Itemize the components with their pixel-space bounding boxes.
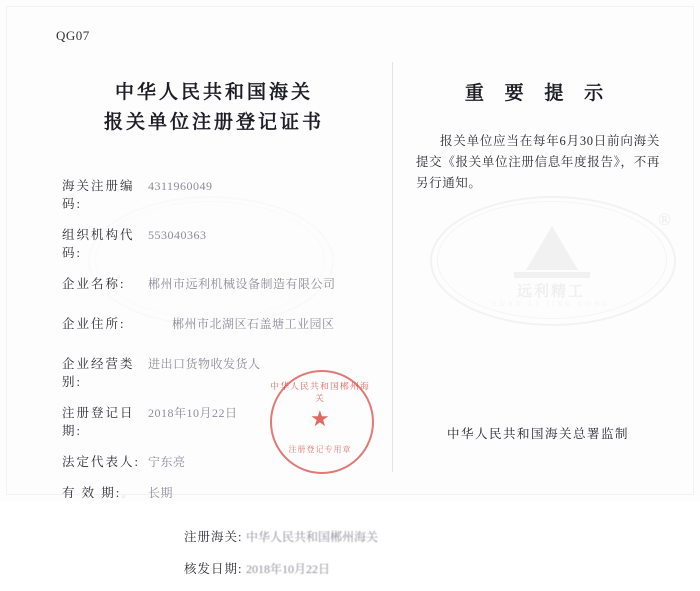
- company-watermark: [430, 196, 674, 326]
- form-code: QG07: [56, 28, 90, 43]
- watermark-inner-ellipse: [437, 201, 667, 319]
- field-value: 宁东亮: [148, 455, 186, 469]
- field-row-legal-representative: [62, 452, 384, 470]
- notice-body: [410, 131, 666, 194]
- field-label: 海关注册编码:: [62, 179, 135, 211]
- field-label: 注册登记日期:: [62, 406, 135, 438]
- notice-title: 重 要 提 示: [464, 83, 612, 104]
- field-value: 进出口货物收发货人: [148, 357, 261, 371]
- field-row-validity: [62, 483, 384, 501]
- field-row-org-code: [62, 225, 384, 261]
- field-label: 企业经营类别:: [62, 357, 135, 389]
- title-line-2: 报关单位注册登记证书: [103, 112, 324, 133]
- field-label: 企业住所:: [62, 317, 126, 331]
- right-panel: [410, 62, 666, 194]
- field-value: 553040363: [148, 228, 207, 242]
- field-label: 企业名称:: [62, 277, 126, 291]
- field-list: [44, 176, 384, 501]
- field-value: 郴州市北湖区石盖塘工业园区: [172, 317, 335, 331]
- registered-mark: ®: [658, 210, 671, 229]
- seal-top-text: 中华人民共和国郴州海关: [270, 381, 370, 403]
- field-label: 有 效 期:: [62, 486, 122, 500]
- watermark-subtext: YUAN LI JING GONG: [491, 300, 611, 308]
- signature-row-registering-customs: [184, 527, 384, 545]
- notice-body-text: 报关单位应当在每年6月30日前向海关提交《报关单位注册信息年度报告》，不再另行通知。: [416, 134, 660, 190]
- watermark-outer-ellipse: [430, 196, 676, 326]
- watermark-bar: [514, 272, 590, 278]
- document-title: [44, 78, 384, 138]
- field-row-customs-code: [62, 176, 384, 212]
- issuer-line: 中华人民共和国海关总署监制: [446, 427, 629, 441]
- field-value: 2018年10月22日: [148, 406, 238, 420]
- vertical-divider: [392, 62, 393, 472]
- signature-label: 核发日期:: [184, 562, 243, 576]
- signature-row-issue-date: [184, 559, 384, 577]
- watermark-triangle-logo-icon: [526, 226, 578, 270]
- signature-value: 中华人民共和国郴州海关: [246, 530, 379, 544]
- field-row-company-address: [62, 314, 384, 332]
- field-value: 郴州市远利机械设备制造有限公司: [148, 277, 336, 291]
- field-row-company-name: [62, 274, 384, 292]
- watermark-text: 远利精工: [516, 284, 585, 300]
- field-label: 组织机构代码:: [62, 228, 135, 260]
- signature-label: 注册海关:: [184, 530, 243, 544]
- field-value: 长期: [148, 486, 174, 500]
- signature-value: 2018年10月22日: [246, 562, 331, 576]
- page-mark: 。: [122, 489, 132, 499]
- seal-bottom-text: 注册登记专用章: [288, 445, 352, 454]
- field-row-business-type: [62, 354, 384, 390]
- signature-block: [44, 527, 384, 577]
- field-label: 法定代表人:: [62, 455, 140, 469]
- title-line-1: 中华人民共和国海关: [114, 82, 313, 103]
- field-value: 4311960049: [148, 179, 213, 193]
- seal-star-icon: ★: [310, 406, 330, 431]
- left-panel: [44, 62, 384, 591]
- field-row-registration-date: [62, 403, 384, 439]
